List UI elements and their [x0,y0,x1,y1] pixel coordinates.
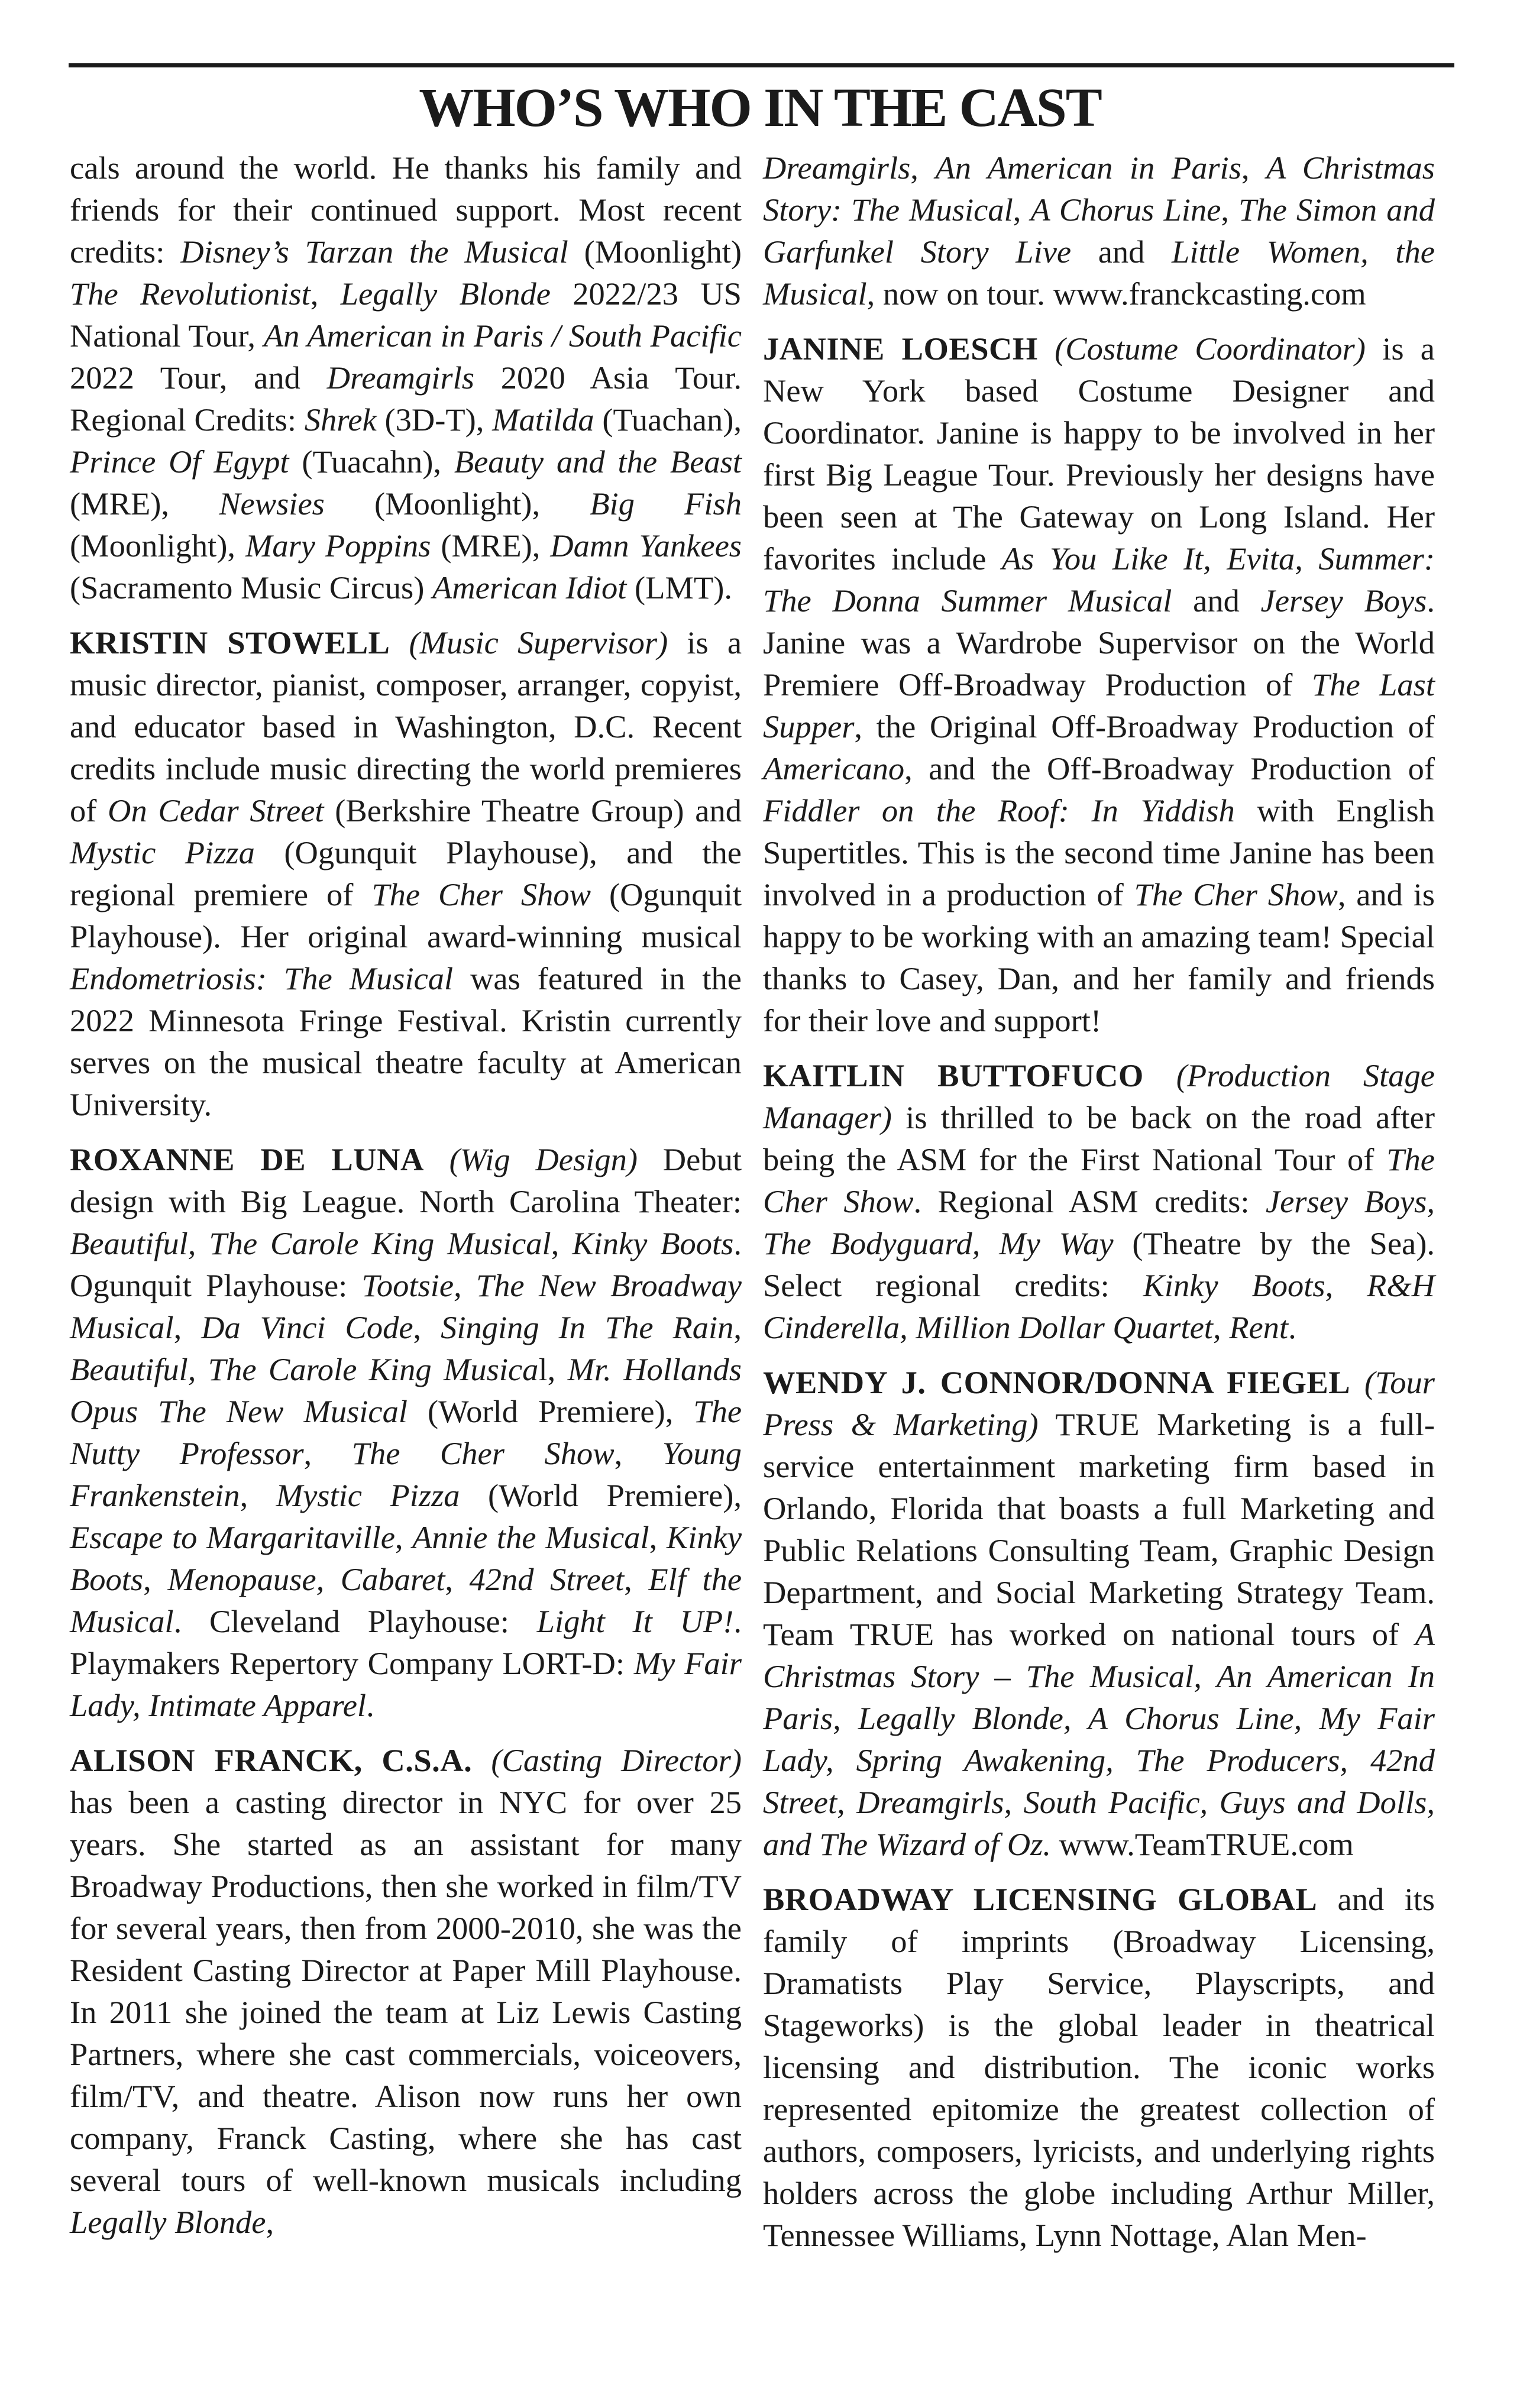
bio-wendy-connor-donna-fiegel: WENDY J. CONNOR/DONNA FIEGEL (Tour Press & Marketing) TRUE Marketing is a full-service entertainment marketing firm based in Orlando, Florida that boasts a full Marketing and Public Relations Consulting Team, Graphic Design Department, and Social Marketing Strategy Team. Team TRUE has worked on national tours of A Christmas Story – The Musical, An American In Paris, Legally Blonde, A Chorus Line, My Fair Lady, Spring Awakening, The Producers, 42nd Street, Dreamgirls, South Pacific, Guys and Dolls, and The Wizard of Oz. www.TeamTRUE.com [763,1364,1435,1862]
bio-role: (Production Stage Manager) [763,1057,1435,1135]
bio-roxanne-de-luna: ROXANNE DE LUNA (Wig Design) Debut design with Big League. North Carolina Theater: Beautiful, The Carole King Musical, Kinky Boots. Ogunquit Playhouse: Tootsie, The New Broadway Musical, Da Vinci Code, Singing In The Rain, Beautiful, The Carole King Musical, Mr. Hollands Opus The New Musical (World Premiere), The Nutty Professor, The Cher Show, Young Frankenstein, Mystic Pizza (World Premiere), Escape to Margaritaville, Annie the Musical, Kinky Boots, Menopause, Cabaret, 42nd Street, Elf the Musical. Cleveland Playhouse: Light It UP!. Playmakers Repertory Company LORT-D: My Fair Lady, Intimate Apparel. [70,1141,742,1723]
page-title: WHO’S WHO IN THE CAST [419,77,1101,138]
right-column [763,147,1435,2269]
bio-broadway-licensing-global: BROADWAY LICENSING GLOBAL and its family of imprints (Broadway Licensing, Dramatists Play Service, Playscripts, and Stageworks) is the global leader in theatrical licensing and distribution. The iconic works represented epitomize the greatest collection of authors, composers, lyricists, and underlying rights holders across the globe including Arthur Miller, Tennessee Williams, Lynn Nottage, Alan Men- [763,1881,1435,2253]
bio-name: WENDY J. CONNOR/DONNA FIEGEL [763,1364,1351,1400]
bio-janine-loesch: JANINE LOESCH (Costume Coordinator) is a New York based Costume Designer and Coordinator. Janine is happy to be involved in her first Big League Tour. Previously her designs have been seen at The Gateway on Long Island. Her favorites include As You Like It, Evita, Summer: The Donna Summer Musical and Jersey Boys. Janine was a Wardrobe Supervisor on the World Premiere Off-Broadway Production of The Last Supper, the Original Off-Broadway Production of Americano, and the Off-Broadway Production of Fiddler on the Roof: In Yiddish with English Supertitles. This is the second time Janine has been involved in a production of The Cher Show, and is happy to be working with an amazing team! Special thanks to Casey, Dan, and her family and friends for their love and support! [763,331,1435,1038]
bio-alison-franck-continued: Dreamgirls, An American in Paris, A Christmas Story: The Musical, A Chorus Line, The Simon and Garfunkel Story Live and Little Women, the Musical, now on tour. www.franckcasting.com [763,150,1435,312]
bio-continued: cals around the world. He thanks his family and friends for their continued support. Most recent credits: Disney’s Tarzan the Musical (Moonlight) The Revolutionist, Legally Blonde 2022/23 US National Tour, An American in Paris / South Pacific 2022 Tour, and Dreamgirls 2020 Asia Tour. Regional Credits: Shrek (3D-T), Matilda (Tuachan), Prince Of Egypt (Tuacahn), Beauty and the Beast (MRE), Newsies (Moonlight), Big Fish (Moonlight), Mary Poppins (MRE), Damn Yankees (Sacramento Music Circus) American Idiot (LMT). [70,150,742,606]
bio-role: (Tour Press & Marketing) [763,1364,1435,1442]
bio-role: (Wig Design) [423,1141,638,1177]
bio-alison-franck: ALISON FRANCK, C.S.A. (Casting Director) has been a casting director in NYC for over 25 years. She started as an assistant for many Broadway Productions, then she worked in film/TV for several years, then from 2000-2010, she was the Resident Casting Director at Paper Mill Playhouse. In 2011 she joined the team at Liz Lewis Casting Partners, where she cast commercials, voiceovers, film/TV, and theatre. Alison now runs her own company, Franck Casting, where she has cast several tours of well-known musicals including Legally Blonde, [70,1742,742,2240]
bio-name: ALISON FRANCK, C.S.A. [70,1742,473,1778]
left-column [70,147,742,2256]
bio-name: ROXANNE DE LUNA [70,1141,424,1177]
top-rule [69,63,1454,67]
bio-name: BROADWAY LICENSING GLOBAL [763,1881,1318,1917]
bio-role: (Casting Director) [472,1742,742,1778]
bio-kaitlin-buttofuco: KAITLIN BUTTOFUCO (Production Stage Manager) is thrilled to be back on the road after being the ASM for the First National Tour of The Cher Show. Regional ASM credits: Jersey Boys, The Bodyguard, My Way (Theatre by the Sea). Select regional credits: Kinky Boots, R&H Cinderella, Million Dollar Quartet, Rent. [763,1057,1435,1345]
bio-name: KRISTIN STOWELL [70,624,390,661]
bio-name: JANINE LOESCH [763,331,1038,367]
bio-role: (Music Supervisor) [390,624,668,661]
bio-kristin-stowell: KRISTIN STOWELL (Music Supervisor) is a music director, pianist, composer, arranger, copyist, and educator based in Washington, D.C. Recent credits include music directing the world premieres of On Cedar Street (Berkshire Theatre Group) and Mystic Pizza (Ogunquit Playhouse), and the regional premiere of The Cher Show (Ogunquit Playhouse). Her original award-winning musical Endometriosis: The Musical was featured in the 2022 Minnesota Fringe Festival. Kristin currently serves on the musical theatre faculty at American University. [70,624,742,1122]
bio-role: (Costume Coordinator) [1037,331,1366,367]
bio-name: KAITLIN BUTTOFUCO [763,1057,1144,1093]
